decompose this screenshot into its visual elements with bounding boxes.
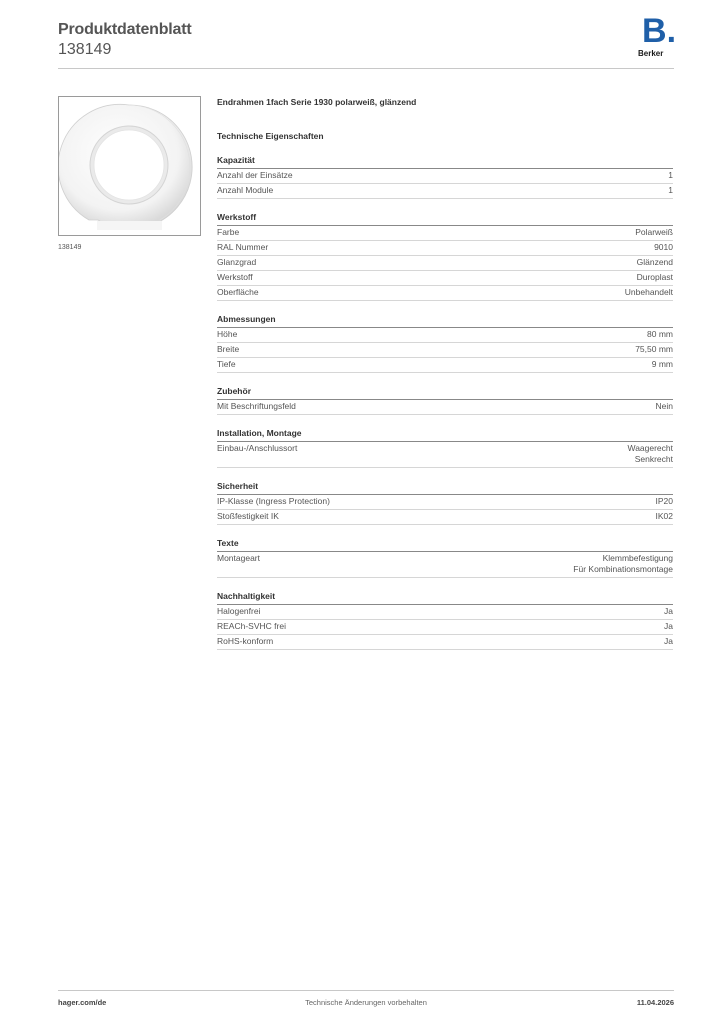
spec-row xyxy=(217,226,673,241)
spec-value-line: Ja xyxy=(664,636,673,646)
section-title: Kapazität xyxy=(217,155,673,169)
spec-row xyxy=(217,169,673,184)
footer-date: 11.04.2026 xyxy=(636,998,674,1007)
document-number: 138149 xyxy=(58,41,112,58)
spec-value-line: Glänzend xyxy=(636,257,673,267)
spec-label: Oberfläche xyxy=(217,287,259,297)
product-image xyxy=(58,96,201,236)
spec-label: REACh-SVHC frei xyxy=(217,621,286,631)
spec-value xyxy=(573,553,673,575)
spec-value xyxy=(647,329,673,340)
footer-disclaimer: Technische Änderungen vorbehalten xyxy=(305,998,427,1007)
logo-text: Berker xyxy=(638,49,664,58)
spec-value xyxy=(635,227,673,238)
header-divider xyxy=(58,68,674,69)
spec-value-line: Polarweiß xyxy=(635,227,673,237)
spec-label: Halogenfrei xyxy=(217,606,261,616)
spec-sections xyxy=(217,155,673,650)
spec-value-line: Ja xyxy=(664,606,673,616)
spec-section xyxy=(217,481,673,525)
product-name: Endrahmen 1fach Serie 1930 polarweiß, glänzend xyxy=(217,97,417,107)
spec-row xyxy=(217,552,673,578)
spec-value-line: IP20 xyxy=(655,496,673,506)
spec-row xyxy=(217,495,673,510)
spec-value-line: 9 mm xyxy=(651,359,673,369)
spec-row xyxy=(217,328,673,343)
spec-row xyxy=(217,442,673,468)
spec-section xyxy=(217,538,673,578)
spec-row xyxy=(217,400,673,415)
spec-label: IP-Klasse (Ingress Protection) xyxy=(217,496,330,506)
spec-value-line: Ja xyxy=(664,621,673,631)
spec-value-line: Waagerecht xyxy=(627,443,673,453)
spec-value xyxy=(664,636,673,647)
spec-value xyxy=(668,170,673,181)
spec-value xyxy=(637,257,673,268)
spec-value-line: Für Kombinationsmontage xyxy=(573,564,673,574)
spec-label: Mit Beschriftungsfeld xyxy=(217,401,296,411)
spec-row xyxy=(217,271,673,286)
spec-section xyxy=(217,591,673,650)
spec-value xyxy=(654,242,673,253)
spec-label: Farbe xyxy=(217,227,240,237)
spec-value xyxy=(625,287,673,298)
spec-label: Breite xyxy=(217,344,240,354)
spec-value xyxy=(652,359,673,370)
spec-value-line: Klemmbefestigung xyxy=(602,553,673,563)
spec-value-line: 75,50 mm xyxy=(635,344,673,354)
frame-illustration xyxy=(59,97,200,235)
spec-label: Einbau-/Anschlussort xyxy=(217,443,298,453)
spec-label: RoHS-konform xyxy=(217,636,274,646)
berker-logo: B. Berker xyxy=(638,12,677,58)
spec-value xyxy=(664,606,673,617)
spec-value xyxy=(668,185,673,196)
spec-section xyxy=(217,314,673,373)
spec-row xyxy=(217,184,673,199)
spec-row xyxy=(217,635,673,650)
spec-value-line: 1 xyxy=(668,170,673,180)
spec-label: Stoßfestigkeit IK xyxy=(217,511,279,521)
image-caption: 138149 xyxy=(58,244,82,251)
section-title: Nachhaltigkeit xyxy=(217,591,673,605)
spec-row xyxy=(217,620,673,635)
section-title: Zubehör xyxy=(217,386,673,400)
section-title: Sicherheit xyxy=(217,481,673,495)
spec-section xyxy=(217,155,673,199)
section-title: Texte xyxy=(217,538,673,552)
properties-heading: Technische Eigenschaften xyxy=(217,131,324,141)
spec-label: Werkstoff xyxy=(217,272,253,282)
spec-value xyxy=(627,443,673,465)
spec-row xyxy=(217,241,673,256)
spec-content xyxy=(217,96,673,650)
spec-value-line: Nein xyxy=(655,401,673,411)
spec-value xyxy=(637,272,673,283)
spec-section xyxy=(217,386,673,415)
spec-label: Tiefe xyxy=(217,359,236,369)
spec-value-line: 9010 xyxy=(654,242,673,252)
spec-section xyxy=(217,428,673,468)
spec-row xyxy=(217,286,673,301)
spec-value-line: 1 xyxy=(668,185,673,195)
spec-row xyxy=(217,343,673,358)
spec-value-line: 80 mm xyxy=(647,329,673,339)
spec-label: Höhe xyxy=(217,329,238,339)
spec-value xyxy=(656,511,674,522)
section-title: Werkstoff xyxy=(217,212,673,226)
section-title: Abmessungen xyxy=(217,314,673,328)
document-title: Produktdatenblatt xyxy=(58,21,192,38)
spec-value xyxy=(656,401,673,412)
spec-value xyxy=(635,344,673,355)
spec-label: Montageart xyxy=(217,553,260,563)
spec-value-line: Duroplast xyxy=(636,272,673,282)
footer-website[interactable]: hager.com/de xyxy=(58,998,107,1007)
spec-row xyxy=(217,358,673,373)
spec-row xyxy=(217,605,673,620)
footer-divider xyxy=(58,990,674,991)
spec-label: Anzahl Module xyxy=(217,185,274,195)
spec-section xyxy=(217,212,673,301)
spec-value xyxy=(664,621,673,632)
spec-value-line: Unbehandelt xyxy=(624,287,673,297)
spec-value-line: IK02 xyxy=(655,511,673,521)
spec-row xyxy=(217,256,673,271)
spec-value-line: Senkrecht xyxy=(634,454,673,464)
spec-label: Anzahl der Einsätze xyxy=(217,170,293,180)
spec-label: Glanzgrad xyxy=(217,257,257,267)
section-title: Installation, Montage xyxy=(217,428,673,442)
page-header xyxy=(58,12,677,70)
spec-label: RAL Nummer xyxy=(217,242,269,252)
logo-letter: B xyxy=(642,12,667,50)
spec-value xyxy=(656,496,674,507)
spec-row xyxy=(217,510,673,525)
